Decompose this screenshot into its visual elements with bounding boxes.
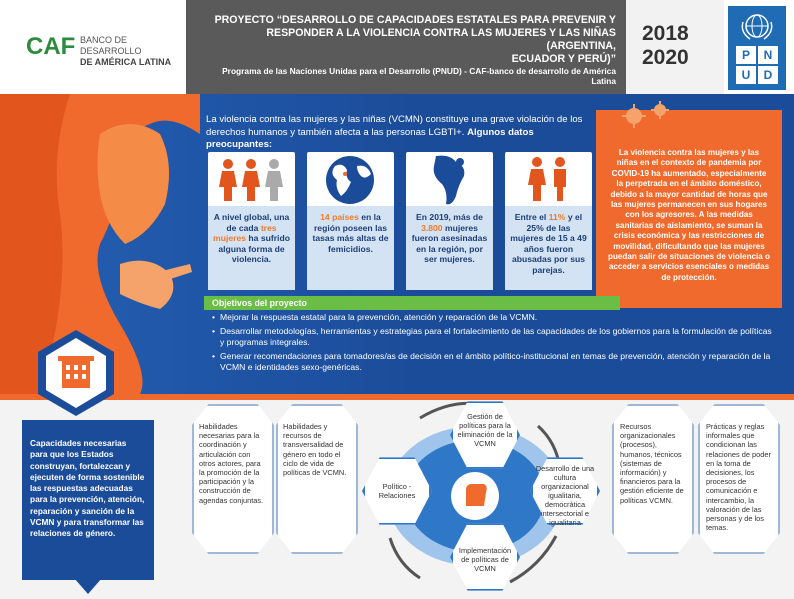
year-end: 2020 [642, 46, 689, 69]
stat-highlight: tres mujeres [213, 222, 277, 243]
women-group-icon [208, 152, 295, 208]
capacities-card [22, 420, 154, 580]
covid-panel [596, 110, 782, 308]
intro-text [206, 114, 596, 152]
cycle-label-right: Desarrollo de una cultura organizacional igualitaria, democrática intersectorial e igualitaria [535, 464, 595, 527]
title-line-3: ECUADOR Y PERÚ)” [511, 53, 616, 65]
info-card-text: Habilidades necesarias para la coordinación y articulación con otros actores, para la promoción de la participación y la construcción de agendas conjuntas. [199, 422, 264, 505]
stat-highlight: 3.800 [421, 222, 443, 233]
pointer-arrow [74, 578, 102, 594]
building-hex-icon [36, 328, 116, 418]
stat-pre: En 2019, más de [416, 212, 483, 222]
stat-post: en la región poseen las tasas más altas de femicidios. [312, 212, 389, 254]
stat-text [208, 206, 295, 290]
caf-logo-line1: BANCO DE DESARROLLO [80, 35, 142, 56]
stat-text [505, 206, 592, 290]
svg-text:CAF: CAF [26, 33, 76, 58]
list-item: • Mejorar la respuesta estatal para la prevención, atención y reparación de la VCMN. [212, 312, 772, 324]
years-box [626, 0, 724, 94]
undp-logo[interactable] [728, 6, 786, 90]
couple-icon [505, 152, 592, 208]
covid-text: La violencia contra las mujeres y las niñas en el contexto de pandemia por COVID-19 ha aumentado, especialmente la perpetrada en el ámbito doméstico, debido a la mayor cantidad de horas que las mujeres permanecen en sus hogares con los agresores. A las medidas sanitarias de aislamiento, se suman la crisis económica y las restricciones de movilidad, dificultando que las mujeres puedan salir de situaciones de violencia o acceder a servicios esenciales o medidas de protección. [608, 148, 770, 282]
info-card-text: Habilidades y recursos de transversalidad de género en todo el ciclo de vida de políticas de VCMN. [283, 422, 347, 478]
globe-icon [307, 152, 394, 208]
title-bar [186, 0, 626, 94]
intro-bold: Algunos datos preocupantes: [206, 126, 534, 150]
capacities-text: Capacidades necesarias para que los Estados construyan, fortalezcan y ejecuten de forma sostenible las respuestas adecuadas para la prevención, atención, reparación y sanción de la VCMN y para transformar las relaciones de género. [30, 438, 145, 539]
stat-post: y el 25% de las mujeres de 15 a 49 años fueron abusadas por sus parejas. [510, 212, 587, 275]
undp-letter: D [758, 66, 778, 84]
virus-icon [616, 96, 676, 136]
caf-logo-mark-icon [26, 32, 76, 58]
list-item: • Desarrollar metodologías, herramientas y estrategias para el fortalecimiento de las capacidades de los gobiernos para la formulación de políticas y programas integrales. [212, 326, 772, 349]
objectives-heading: Objetivos del proyecto [204, 296, 620, 310]
cycle-label-left: Político - Relaciones [378, 482, 416, 500]
cycle-label-top: Gestión de políticas para la eliminación de la VCMN [457, 412, 513, 448]
page-title [196, 14, 616, 66]
stat-text [406, 206, 493, 290]
stat-text [307, 206, 394, 290]
undp-letter: N [758, 46, 778, 64]
undp-letters [736, 46, 778, 84]
undp-letter: P [736, 46, 756, 64]
undp-letter: U [736, 66, 756, 84]
stat-highlight: 11% [548, 212, 566, 222]
un-emblem-icon [740, 12, 774, 42]
stat-highlight: 14 países [320, 212, 359, 222]
stat-pre: Entre el [514, 212, 549, 222]
caf-logo[interactable] [0, 0, 186, 94]
info-card-text: Recursos organizacionales (procesos), humanos, técnicos (sistemas de información) y financieros para la gestión eficiente de políticas VCMN. [620, 422, 684, 505]
intro-body: La violencia contra las mujeres y las niñas (VCMN) constituye una grave violación de los derechos humanos y también afecta a las personas LGBTI+. [206, 114, 583, 138]
year-start: 2018 [642, 22, 689, 45]
page-subtitle: Programa de las Naciones Unidas para el Desarrollo (PNUD) - CAF-banco de desarrollo de América Latina [222, 66, 616, 86]
list-item: • Generar recomendaciones para tomadores/as de decisión en el ámbito político-institucional en temas de prevención, atención y reparación de la VCMN e identidades sexo-genéricas. [212, 351, 772, 374]
stat-pre: A nivel global, una de cada [213, 212, 290, 233]
latin-america-map-icon [406, 152, 493, 208]
caf-logo-text [80, 35, 186, 68]
cycle-label-bottom: Implementación de políticas de VCMN [458, 546, 512, 573]
info-card-text: Prácticas y reglas informales que condicionan las relaciones de poder en la toma de decisiones, los procesos de comunicación e intercambio, la valoración de las personas y de los temas. [706, 422, 771, 533]
caf-logo-line2: DE AMÉRICA LATINA [80, 57, 172, 67]
objectives-list [212, 312, 772, 376]
title-line-1: PROYECTO “DESARROLLO DE CAPACIDADES ESTATALES PARA PREVENIR Y [214, 14, 616, 26]
header [0, 0, 794, 94]
title-line-2: RESPONDER A LA VIOLENCIA CONTRA LAS MUJERES Y LAS NIÑAS (ARGENTINA, [266, 27, 616, 52]
stat-post: mujeres fueron asesinadas en la región, por ser mujeres. [411, 222, 488, 264]
stat-post: ha sufrido alguna forma de violencia. [218, 233, 290, 264]
